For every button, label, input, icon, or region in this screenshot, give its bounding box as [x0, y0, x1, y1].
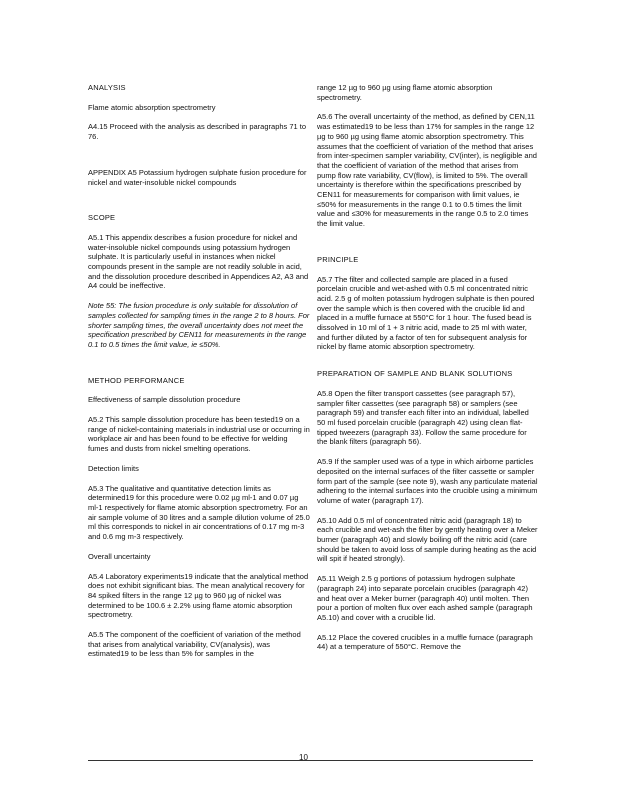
paragraph-a5-9: A5.9 If the sampler used was of a type in which airborne particles deposited on the internal surfaces of the filter cassette or sampler form part of the sample (see note 9), wash any particulate material adhering to the internal surfaces into the crucible using a minimum volume of water (paragraph 17).	[317, 457, 538, 505]
subheading-flame-aas: Flame atomic absorption spectrometry	[88, 102, 216, 112]
paragraph-a5-5: A5.5 The component of the coefficient of variation of the method that arises from analytical variability, CV(analysis), was estimated19 to be less than 5% for samples in the	[88, 630, 301, 659]
note-55: Note 55: The fusion procedure is only suitable for dissolution of samples collected for sampling times in the range 2 to 8 hours. For shorter sampling times, the overall uncertainty does not meet the specification prescribed by CEN11 for measurements in the range 0.1 to 0.5 times the limit value, ie ≤50%.	[88, 301, 310, 349]
appendix-a5-title: APPENDIX A5 Potassium hydrogen sulphate fusion procedure for nickel and water-insoluble nickel compounds	[88, 167, 307, 187]
subheading-detection-limits: Detection limits	[88, 463, 139, 473]
paragraph-a5-8: A5.8 Open the filter transport cassettes (see paragraph 57), sampler filter cassettes (see paragraph 58) or samplers (see paragraph 59) and transfer each filter into an individual, labelled 50 ml fused porcelain crucible (paragraph 42) using clean flat-tipped tweezers (paragraph 33). Follow the same procedure for the blank filters (paragraph 56).	[317, 388, 529, 447]
paragraph-a5-10: A5.10 Add 0.5 ml of concentrated nitric acid (paragraph 18) to each crucible and wet-ash the filter by gently heating over a Meker burner (paragraph 40) and slowly boiling off the nitric acid (care should be taken to avoid loss of sample during heating as the acid will spit if heated strongly).	[317, 515, 538, 564]
paragraph-a5-7: A5.7 The filter and collected sample are placed in a fused porcelain crucible and wet-ashed with 0.5 ml concentrated nitric acid. 2.5 g of molten potassium hydrogen sulphate is then poured over the sample which is then covered with the crucible lid and placed in a muffle furnace at 550°C for 1 hour. The fused bead is dissolved in 10 ml of 1 + 3 nitric acid, made to 25 ml with water, and further diluted by a factor of ten for subsequent analysis for nickel by flame atomic absorption spectrometry.	[317, 274, 535, 352]
paragraph-a5-11: A5.11 Weigh 2.5 g portions of potassium hydrogen sulphate (paragraph 24) into separate porcelain crucibles (paragraph 42) and heat over a Meker burner (paragraph 40) until molten. Then pour a portion of molten flux over each ashed sample (paragraph A5.10) and cover with a crucible lid.	[317, 574, 533, 622]
paragraph-a4-15: A4.15 Proceed with the analysis as described in paragraphs 71 to 76.	[88, 122, 307, 142]
paragraph-a5-6: A5.6 The overall uncertainty of the method, as defined by CEN,11 was estimated19 to be less than 17% for samples in the range 12 µg to 960 µg using flame atomic absorption spectrometry. This assumes that the coefficient of variation of the method that arises from inter-specimen sampler variability, CV(inter), is negligible and that the coefficient of variation of the method that arises from pump flow rate variability, CV(flow), is limited to 5%. The overall uncertainty is therefore within the specifications prescribed by CEN11 for measurements for comparison with limit values, ie ≤50% for measurements in the range 0.1 to 0.5 times the limit value and ≤30% for measurements in the range 0.5 to 2.0 times the limit value.	[317, 112, 537, 229]
page-number: 10	[299, 753, 308, 762]
heading-scope: SCOPE	[88, 213, 116, 223]
heading-preparation: PREPARATION OF SAMPLE AND BLANK SOLUTIONS	[317, 369, 513, 379]
heading-analysis: ANALYSIS	[88, 83, 126, 92]
paragraph-a5-4: A5.4 Laboratory experiments19 indicate that the analytical method does not exhibit significant bias. The mean analytical recovery for 84 spiked filters in the range 12 µg to 960 µg of nickel was determined to be 100.6 ± 2.2% using flame atomic absorption spectrometry.	[88, 571, 309, 620]
paragraph-a5-3: A5.3 The qualitative and quantitative detection limits as determined19 for this procedure were 0.02 µg ml-1 and 0.07 µg ml-1 respectively for flame atomic absorption spectrometry. For an air sample volume of 30 litres and a sample dilution volume of 25.0 ml this corresponds to nickel in air concentrations of 0.17 mg m-3 and 0.6 mg m-3 respectively.	[88, 483, 310, 542]
footer-rule	[88, 760, 533, 761]
paragraph-a5-2: A5.2 This sample dissolution procedure has been tested19 on a range of nickel-containing materials in industrial use or occurring in workplace air and has been found to be effective for welding fumes and dusts from nickel smelting operations.	[88, 415, 310, 454]
heading-method-performance: METHOD PERFORMANCE	[88, 375, 185, 385]
paragraph-a5-12: A5.12 Place the covered crucibles in a muffle furnace (paragraph 44) at a temperature of 550°C. Remove the	[317, 632, 533, 652]
left-column	[88, 83, 310, 659]
heading-principle: PRINCIPLE	[317, 254, 359, 264]
subheading-overall-uncertainty: Overall uncertainty	[88, 551, 151, 561]
subheading-effectiveness: Effectiveness of sample dissolution procedure	[88, 395, 241, 405]
right-column	[317, 83, 539, 652]
paragraph-a5-5-continued: range 12 µg to 960 µg using flame atomic absorption spectrometry.	[317, 83, 493, 102]
paragraph-a5-1: A5.1 This appendix describes a fusion procedure for nickel and water-insoluble nickel compounds using potassium hydrogen sulphate. It is particularly useful in instances when nickel compounds present in the sample are not readily soluble in acid, and the dissolution procedure described in Appendices A2, A3 and A4 could be ineffective.	[88, 232, 309, 291]
